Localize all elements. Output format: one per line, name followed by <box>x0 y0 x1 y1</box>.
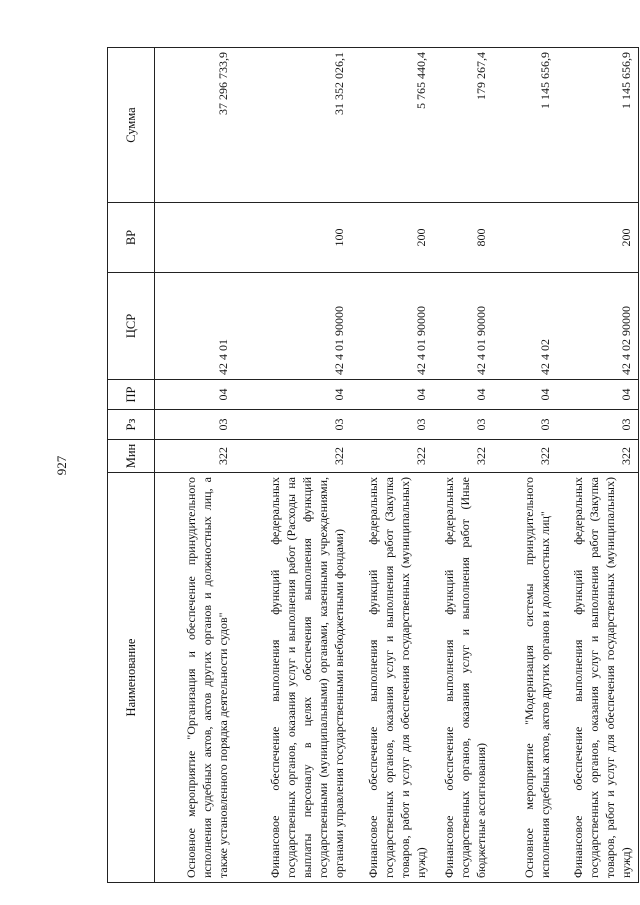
row-name: Основное мероприятие "Модернизация системы принудительного исполнения судебных актов, актов других органов и должностных лиц" <box>493 473 557 883</box>
row-pr: 04 <box>351 380 433 410</box>
row-vr: 800 <box>433 203 493 273</box>
header-name: Наименование <box>108 473 155 883</box>
row-rz: 03 <box>433 410 493 440</box>
row-sum: 179 267,4 <box>433 48 493 203</box>
row-min: 322 <box>155 440 235 473</box>
table-row <box>351 48 433 883</box>
row-rz: 03 <box>351 410 433 440</box>
row-name: Финансовое обеспечение выполнения функций федеральных государственных органов, оказания услуг и выполнения работ (Закупка товаров, работ и услуг для обеспечения государственных (муниципальных) нужд) <box>557 473 639 883</box>
row-pr: 04 <box>433 380 493 410</box>
row-name: Финансовое обеспечение выполнения функций федеральных государственных органов, оказания услуг и выполнения работ (Расходы на выплаты персоналу в целях обеспечения выполнения функций государственными (муниципальными) органами, казенными учреждениями, органами управления государственными внебюджетными фондами) <box>235 473 351 883</box>
header-csr: ЦСР <box>108 273 155 380</box>
header-vr: ВР <box>108 203 155 273</box>
row-vr: 200 <box>557 203 639 273</box>
header-rz: Рз <box>108 410 155 440</box>
table-row <box>155 48 235 883</box>
row-rz: 03 <box>235 410 351 440</box>
row-sum: 37 296 733,9 <box>155 48 235 203</box>
budget-table <box>107 47 639 883</box>
row-rz: 03 <box>557 410 639 440</box>
row-vr <box>493 203 557 273</box>
row-name: Финансовое обеспечение выполнения функций федеральных государственных органов, оказания услуг и выполнения работ (Закупка товаров, работ и услуг для обеспечения государственных (муниципальных) нужд) <box>351 473 433 883</box>
table-row <box>433 48 493 883</box>
row-rz: 03 <box>493 410 557 440</box>
row-name: Финансовое обеспечение выполнения функций федеральных государственных органов, оказания услуг и выполнения работ (Иные бюджетные ассигнования) <box>433 473 493 883</box>
row-vr: 200 <box>351 203 433 273</box>
table-row <box>557 48 639 883</box>
row-vr <box>155 203 235 273</box>
row-csr: 42 4 01 <box>155 273 235 380</box>
row-name: Основное мероприятие "Организация и обеспечение принудительного исполнения судебных актов, актов других органов и должностных лиц, а также установленного порядка деятельности судов" <box>155 473 235 883</box>
header-pr: ПР <box>108 380 155 410</box>
row-sum: 5 765 440,4 <box>351 48 433 203</box>
row-pr: 04 <box>493 380 557 410</box>
header-sum: Сумма <box>108 48 155 203</box>
row-csr: 42 4 01 90000 <box>433 273 493 380</box>
page-number: 927 <box>54 455 69 476</box>
row-min: 322 <box>433 440 493 473</box>
table-row <box>235 48 351 883</box>
row-csr: 42 4 01 90000 <box>351 273 433 380</box>
row-rz: 03 <box>155 410 235 440</box>
row-sum: 31 352 026,1 <box>235 48 351 203</box>
table-row <box>493 48 557 883</box>
table-header-row <box>108 48 155 883</box>
row-min: 322 <box>351 440 433 473</box>
row-pr: 04 <box>557 380 639 410</box>
row-csr: 42 4 02 90000 <box>557 273 639 380</box>
row-sum: 1 145 656,9 <box>493 48 557 203</box>
row-min: 322 <box>235 440 351 473</box>
row-vr: 100 <box>235 203 351 273</box>
row-pr: 04 <box>235 380 351 410</box>
row-min: 322 <box>493 440 557 473</box>
row-pr: 04 <box>155 380 235 410</box>
row-sum: 1 145 656,9 <box>557 48 639 203</box>
row-csr: 42 4 02 <box>493 273 557 380</box>
row-csr: 42 4 01 90000 <box>235 273 351 380</box>
row-min: 322 <box>557 440 639 473</box>
rotated-table-area <box>54 48 633 883</box>
header-min: Мин <box>108 440 155 473</box>
